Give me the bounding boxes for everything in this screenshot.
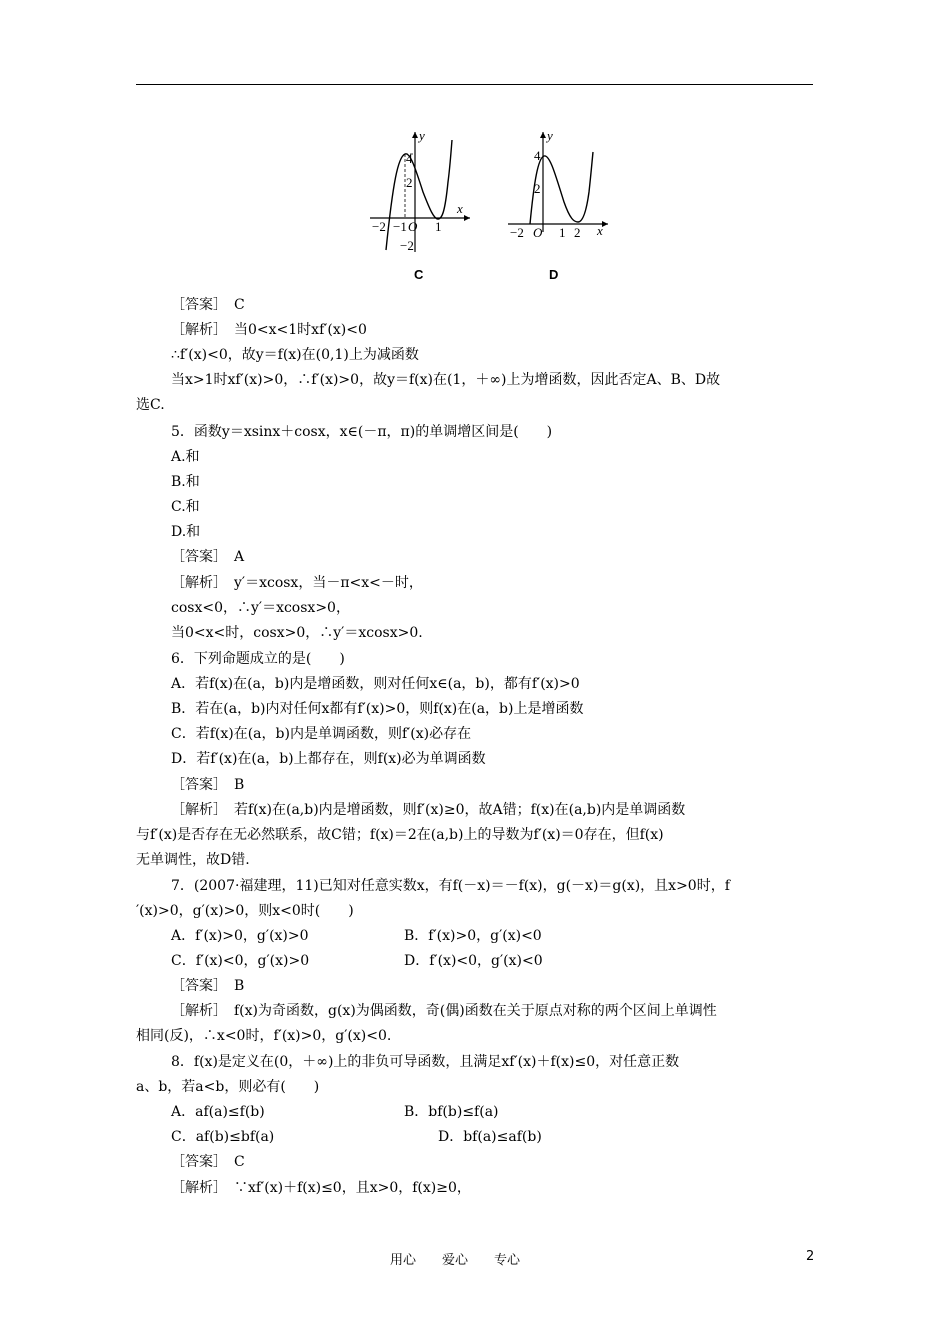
graph-c-tick-y1: 2 [406, 175, 413, 190]
graph-d-tick-y1: 2 [534, 181, 541, 196]
footer-text: 用心 爱心 专心 [390, 1253, 521, 1268]
graph-c-label: C [414, 267, 424, 282]
graph-c-y-label: y [419, 128, 425, 143]
graph-c-tick-x2: 1 [435, 219, 442, 234]
graph-d [508, 128, 608, 282]
graph-d-y-arrow [540, 132, 546, 138]
graph-c-tick-y2: −2 [400, 238, 414, 253]
graph-d-tick-x0: −2 [510, 225, 524, 240]
function-graphs [360, 122, 620, 287]
graph-d-tick-x2: 2 [574, 225, 581, 240]
header-rule [136, 84, 813, 85]
graph-c-tick-y0: 4 [406, 151, 413, 166]
graph-d-tick-x1: 1 [559, 225, 566, 240]
graph-d-x-label: x [597, 223, 603, 238]
graph-d-label: D [549, 267, 559, 282]
graph-d-x-arrow [602, 221, 608, 227]
page-number: 2 [806, 1249, 815, 1264]
graph-d-tick-y0: 4 [534, 148, 541, 163]
graph-c-tick-x1: −1 [393, 219, 407, 234]
graph-d-y-label: y [547, 128, 553, 143]
graph-d-origin: O [533, 225, 543, 240]
graph-c-y-arrow [412, 132, 418, 138]
graph-figure [360, 122, 620, 287]
graph-c-x-label: x [457, 201, 463, 216]
graph-c [370, 128, 470, 282]
graph-c-x-arrow [464, 215, 470, 221]
graph-c-origin: O [408, 219, 418, 234]
graph-c-tick-x0: −2 [372, 219, 386, 234]
